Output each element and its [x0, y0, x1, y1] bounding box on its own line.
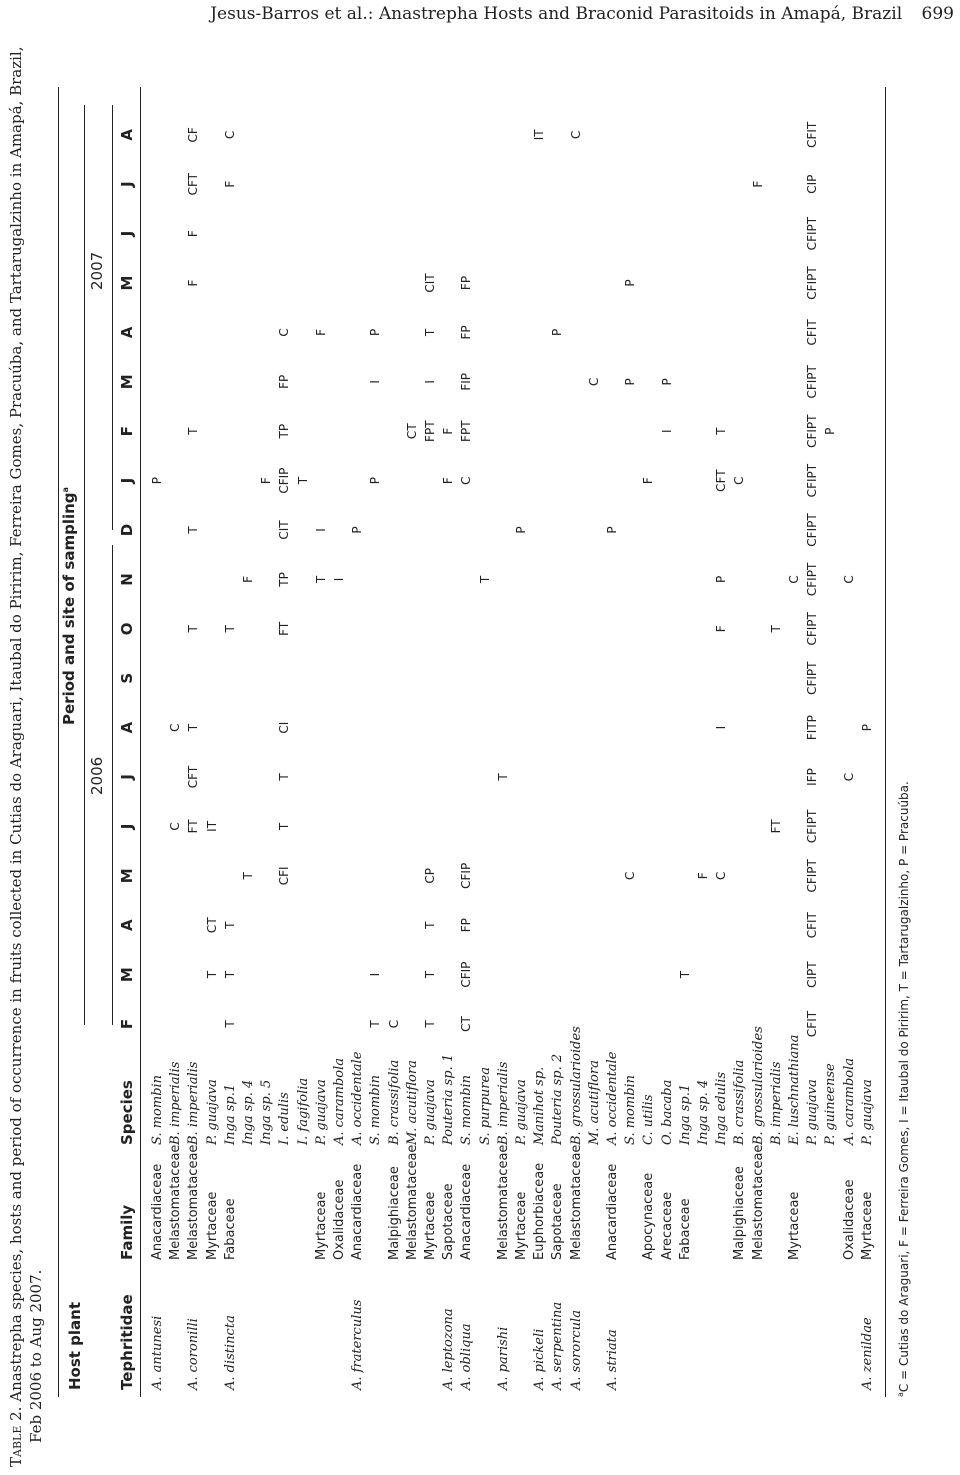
occurrence-cell: CP: [423, 868, 437, 884]
host-family: Melastomataceae: [495, 1144, 511, 1260]
occurrence-cell: C: [222, 130, 237, 140]
header-tephritidae: Tephritidae: [118, 1294, 136, 1390]
host-species: B. imperialis: [168, 1061, 184, 1145]
header-period-title: [60, 487, 78, 725]
occurrence-cell: T: [222, 625, 237, 633]
occurrence-cell: I: [659, 429, 674, 433]
occurrence-cell: T: [222, 970, 237, 979]
host-family: Arecaceae: [659, 1191, 675, 1260]
occurrence-cell: F: [441, 477, 456, 485]
occurrence-cell: C: [459, 476, 474, 485]
occurrence-cell: C: [386, 1019, 401, 1029]
occurrence-cell: T: [768, 625, 783, 633]
occurrence-cell: P: [150, 476, 164, 485]
occurrence-cell: CF: [186, 127, 201, 143]
host-family: Euphorbiaceae: [532, 1162, 548, 1260]
host-family: Malpighiaceae: [732, 1166, 748, 1260]
month-header: A: [118, 326, 136, 339]
occurrence-cell: FT: [768, 819, 783, 834]
occurrence-cell: CFIPT: [805, 414, 820, 448]
month-header: A: [118, 721, 136, 734]
host-species: Inga sp. 4: [241, 1079, 256, 1145]
occurrence-cell: C: [168, 822, 183, 831]
host-family: Apocynaceae: [641, 1172, 657, 1260]
month-header: J: [118, 230, 136, 237]
month-header: A: [118, 919, 136, 932]
occurrence-cell: CFIPT: [805, 365, 820, 399]
caption-line-2: Feb 2006 to Aug 2007.: [27, 1269, 45, 1443]
host-species: A. carambola: [841, 1057, 857, 1145]
occurrence-cell: C: [568, 130, 583, 140]
host-species: Inga edulis: [714, 1071, 730, 1145]
occurrence-cell: CIPT: [805, 961, 820, 988]
footnote-marker: a: [896, 1392, 905, 1397]
occurrence-cell: T: [313, 575, 328, 584]
month-header: F: [118, 1018, 136, 1030]
occurrence-cell: CFT: [186, 765, 201, 789]
occurrence-cell: CIT: [277, 520, 292, 540]
month-header: M: [118, 868, 136, 884]
month-header: M: [118, 275, 136, 291]
tephritid-species: A. antunesi: [150, 1315, 165, 1390]
host-species: B. crassifolia: [386, 1059, 402, 1145]
occurrence-cell: CFT: [714, 469, 729, 492]
occurrence-cell: P: [350, 526, 365, 534]
host-species: B. imperialis: [186, 1061, 202, 1145]
period-rule: [84, 105, 85, 1025]
host-species: P. guajava: [805, 1079, 821, 1145]
occurrence-cell: CFIP: [277, 467, 292, 494]
occurrence-cell: T: [423, 970, 437, 979]
occurrence-cell: T: [222, 1020, 237, 1028]
occurrence-cell: IT: [532, 129, 547, 141]
host-species: S. mombin: [459, 1074, 475, 1145]
host-family: Anacardiaceae: [459, 1163, 475, 1260]
occurrence-cell: I: [368, 380, 383, 384]
occurrence-cell: T: [277, 822, 292, 831]
occurrence-cell: P: [623, 279, 638, 287]
host-family: Melastomataceae: [186, 1144, 202, 1260]
host-species: C. utilis: [641, 1094, 657, 1145]
occurrence-cell: I: [423, 380, 437, 384]
occurrence-cell: CI: [277, 721, 292, 734]
host-species: B. imperialis: [768, 1061, 784, 1145]
occurrence-cell: CFIT: [805, 319, 820, 346]
bottom-rule: [885, 87, 886, 1397]
tephritid-species: A. serpentina: [550, 1301, 566, 1390]
month-header: J: [118, 477, 136, 484]
host-species: Inga sp. 4: [696, 1079, 711, 1145]
header-host-plant: Host plant: [66, 1301, 84, 1390]
occurrence-cell: P: [859, 723, 874, 732]
host-species: P. guineense: [823, 1063, 839, 1145]
occurrence-cell: IT: [204, 820, 219, 832]
host-species: A. occidentale: [605, 1051, 620, 1145]
occurrence-cell: P: [659, 378, 674, 386]
month-header: J: [118, 181, 136, 187]
host-species: S. mombin: [150, 1074, 165, 1145]
occurrence-cell: I: [368, 972, 383, 977]
host-species: P. guajava: [313, 1079, 329, 1145]
occurrence-cell: C: [787, 575, 801, 584]
occurrence-cell: P: [605, 526, 619, 534]
occurrence-cell: P: [623, 378, 638, 386]
header-year-2006: 2006: [88, 756, 106, 795]
host-species: Manihot sp.: [532, 1066, 548, 1145]
tephritid-species: A. pickeli: [532, 1328, 548, 1390]
occurrence-cell: P: [823, 427, 838, 435]
occurrence-cell: CFT: [186, 173, 201, 196]
host-species: A. carambola: [332, 1057, 347, 1145]
host-family: Oxalidaceae: [332, 1179, 347, 1260]
occurrence-cell: TP: [277, 572, 292, 587]
running-head-text: Jesus-Barros et al.: Anastrepha Hosts and Braconid Parasitoids in Amapá, Brazil: [210, 4, 903, 24]
occurrence-cell: F: [714, 625, 729, 633]
occurrence-cell: P: [368, 476, 383, 485]
occurrence-cell: T: [423, 921, 437, 929]
month-header: S: [118, 672, 136, 684]
host-species: E. luschnathiana: [787, 1034, 802, 1145]
occurrence-cell: CT: [404, 423, 419, 440]
host-species: P. guajava: [204, 1079, 220, 1145]
occurrence-cell: CT: [459, 1016, 474, 1032]
host-species: S. mombin: [368, 1074, 384, 1145]
occurrence-cell: F: [750, 180, 765, 188]
host-family: Melastomataceae: [168, 1144, 184, 1260]
host-family: Melastomataceae: [750, 1144, 766, 1260]
occurrence-cell: FT: [277, 621, 292, 636]
occurrence-cell: C: [841, 575, 856, 584]
occurrence-cell: F: [641, 477, 656, 485]
host-species: B. imperialis: [495, 1061, 511, 1145]
host-species: P. guajava: [423, 1079, 438, 1145]
host-family: Anacardiaceae: [150, 1163, 165, 1260]
month-header: M: [118, 374, 136, 390]
host-species: O. bacaba: [659, 1079, 675, 1145]
occurrence-cell: CFI: [277, 866, 292, 886]
host-family: Oxalidaceae: [841, 1179, 857, 1260]
occurrence-cell: T: [423, 328, 437, 337]
occurrence-cell: T: [186, 427, 201, 435]
occurrence-cell: FP: [277, 374, 292, 389]
host-species: M. acutiflora: [586, 1060, 602, 1145]
host-species: P. guajava: [859, 1079, 875, 1145]
host-species: Pouteria sp. 1: [441, 1053, 457, 1145]
occurrence-cell: CFIPT: [805, 809, 820, 844]
occurrence-cell: CFIPT: [805, 463, 820, 498]
occurrence-cell: T: [204, 970, 219, 979]
occurrence-cell: CFIPT: [805, 216, 820, 251]
tephritid-species: A. parishi: [495, 1326, 511, 1390]
occurrence-cell: T: [477, 575, 492, 584]
host-species: B. crassifolia: [732, 1059, 748, 1145]
occurrence-cell: FP: [459, 275, 474, 291]
host-family: Anacardiaceae: [350, 1163, 366, 1260]
host-species: I. fagifolia: [295, 1077, 311, 1145]
host-species: S. purpurea: [477, 1067, 493, 1145]
occurrence-cell: F: [222, 180, 237, 188]
host-family: Sapotaceae: [550, 1183, 566, 1260]
host-family: Myrtaceae: [423, 1191, 438, 1260]
month-header: N: [118, 573, 136, 586]
host-species: M. acutiflora: [404, 1060, 420, 1145]
host-family: Anacardiaceae: [605, 1163, 620, 1260]
host-species: A. occidentale: [350, 1051, 366, 1145]
header-year-2007: 2007: [88, 251, 106, 290]
occurrence-cell: F: [186, 279, 201, 287]
occurrence-cell: T: [277, 773, 292, 781]
occurrence-cell: FT: [186, 819, 201, 834]
occurrence-cell: C: [732, 476, 747, 485]
occurrence-cell: F: [186, 230, 201, 238]
host-family: Melastomataceae: [404, 1144, 420, 1260]
month-header: F: [118, 426, 136, 437]
occurrence-cell: CFIPT: [805, 266, 820, 300]
month-header: J: [118, 823, 136, 830]
host-species: Inga sp. 5: [259, 1079, 275, 1145]
host-family: Myrtaceae: [204, 1191, 220, 1260]
tephritid-species: A. zenildae: [859, 1317, 875, 1390]
footnote-text: C = Cutias do Araguari, F = Ferreira Gomes, I = Itaubal do Piririm, T = Tartarugalzinho, P = Pracuúba.: [897, 781, 911, 1393]
occurrence-cell: P: [714, 575, 729, 584]
occurrence-cell: P: [368, 328, 383, 337]
period-marker: a: [61, 487, 70, 493]
occurrence-cell: CFIT: [805, 1010, 820, 1038]
host-family: Malpighiaceae: [386, 1166, 402, 1260]
occurrence-cell: T: [495, 773, 510, 781]
occurrence-cell: CFIPT: [805, 562, 820, 597]
occurrence-cell: T: [714, 427, 729, 435]
top-rule: [58, 87, 59, 1397]
tephritid-species: A. leptozona: [441, 1308, 457, 1390]
host-family: Myrtaceae: [859, 1191, 875, 1260]
occurrence-cell: T: [186, 625, 201, 633]
occurrence-cell: CIT: [423, 273, 437, 293]
header-family: Family: [118, 1204, 136, 1260]
occurrence-cell: CFIPT: [805, 612, 820, 646]
tephritid-species: A. coronilli: [186, 1318, 202, 1390]
host-species: B. grossularioides: [568, 1026, 584, 1145]
occurrence-cell: F: [259, 477, 274, 485]
occurrence-cell: CFIT: [805, 912, 820, 939]
occurrence-cell: P: [514, 526, 528, 534]
occurrence-cell: CFIPT: [805, 859, 820, 893]
table-label: Table 2.: [7, 1406, 25, 1467]
occurrence-cell: F: [241, 575, 255, 583]
footnote: [896, 781, 911, 1397]
occurrence-cell: T: [241, 872, 255, 880]
occurrence-cell: CFIP: [459, 862, 474, 889]
occurrence-cell: FPT: [459, 420, 474, 442]
year-rule-2006: [112, 545, 113, 1025]
host-family: Myrtaceae: [787, 1191, 802, 1260]
occurrence-cell: FPT: [423, 420, 437, 442]
month-header: O: [118, 622, 136, 636]
period-title-text: Period and site of sampling: [60, 492, 78, 725]
host-family: Sapotaceae: [441, 1183, 457, 1260]
occurrence-cell: T: [186, 526, 201, 534]
tephritid-species: A. distincta: [222, 1315, 238, 1390]
occurrence-cell: CFIPT: [805, 661, 820, 695]
occurrence-cell: F: [441, 427, 456, 435]
month-header: A: [118, 129, 136, 141]
host-species: S. mombin: [623, 1074, 639, 1145]
host-species: Pouteria sp. 2: [550, 1053, 566, 1145]
occurrence-cell: T: [423, 1020, 437, 1028]
host-species: Inga sp.1: [222, 1083, 238, 1145]
occurrence-cell: FP: [459, 325, 474, 340]
host-family: Myrtaceae: [313, 1191, 329, 1260]
occurrence-cell: CIP: [805, 174, 820, 194]
occurrence-cell: CT: [204, 917, 219, 934]
page-number: 699: [921, 4, 954, 24]
table-caption: [6, 27, 46, 1467]
occurrence-cell: C: [714, 871, 729, 881]
occurrence-cell: T: [295, 476, 310, 485]
occurrence-cell: F: [313, 328, 328, 336]
occurrence-cell: C: [586, 377, 601, 387]
occurrence-cell: C: [623, 871, 638, 881]
month-header: J: [118, 774, 136, 780]
year-rule-2007: [112, 105, 113, 530]
occurrence-cell: T: [186, 723, 201, 732]
occurrence-cell: T: [368, 1020, 383, 1028]
occurrence-cell: FIP: [459, 372, 474, 391]
occurrence-cell: C: [168, 723, 183, 732]
occurrence-cell: T: [677, 970, 692, 979]
host-family: Fabaceae: [222, 1198, 238, 1260]
occurrence-cell: FP: [459, 918, 474, 933]
occurrence-cell: C: [841, 772, 856, 782]
occurrence-cell: C: [277, 328, 292, 337]
host-species: B. grossularioides: [750, 1026, 766, 1145]
host-species: Inga sp.1: [677, 1083, 693, 1145]
occurrence-cell: T: [222, 921, 237, 929]
host-species: P. guajava: [514, 1079, 529, 1145]
occurrence-cell: I: [714, 725, 729, 730]
occurrence-cell: CFIP: [459, 961, 474, 988]
host-family: Melastomataceae: [568, 1144, 584, 1260]
tephritid-species: A. sororcula: [568, 1310, 584, 1390]
occurrence-cell: I: [332, 577, 346, 582]
host-species: I. edulis: [277, 1092, 293, 1145]
tephritid-species: A. obliqua: [459, 1323, 475, 1390]
tephritid-species: A. fraterculus: [350, 1299, 366, 1390]
occurrence-cell: CFIPT: [805, 513, 820, 547]
occurrence-cell: FITP: [805, 715, 820, 741]
occurrence-cell: P: [550, 328, 565, 337]
caption-line-1: Anastrepha species, hosts and period of occurrence in fruits collected in Cutias do Araguari, Itaubal do Piririm, Ferreira Gomes, Pracuúba, and Tartarugalzinho in Amapá, Brazil,: [7, 46, 25, 1402]
host-family: Myrtaceae: [514, 1191, 529, 1260]
month-header: D: [118, 523, 136, 537]
occurrence-cell: F: [696, 872, 710, 880]
occurrence-cell: IFP: [805, 768, 820, 786]
month-header: M: [118, 967, 136, 983]
occurrence-cell: CFIT: [805, 121, 820, 148]
tephritid-species: A. striata: [605, 1329, 620, 1390]
header-bottom-rule: [140, 87, 141, 1397]
host-family: Fabaceae: [677, 1198, 693, 1260]
header-species: Species: [118, 1080, 136, 1145]
occurrence-cell: I: [313, 528, 328, 532]
occurrence-cell: TP: [277, 423, 292, 439]
